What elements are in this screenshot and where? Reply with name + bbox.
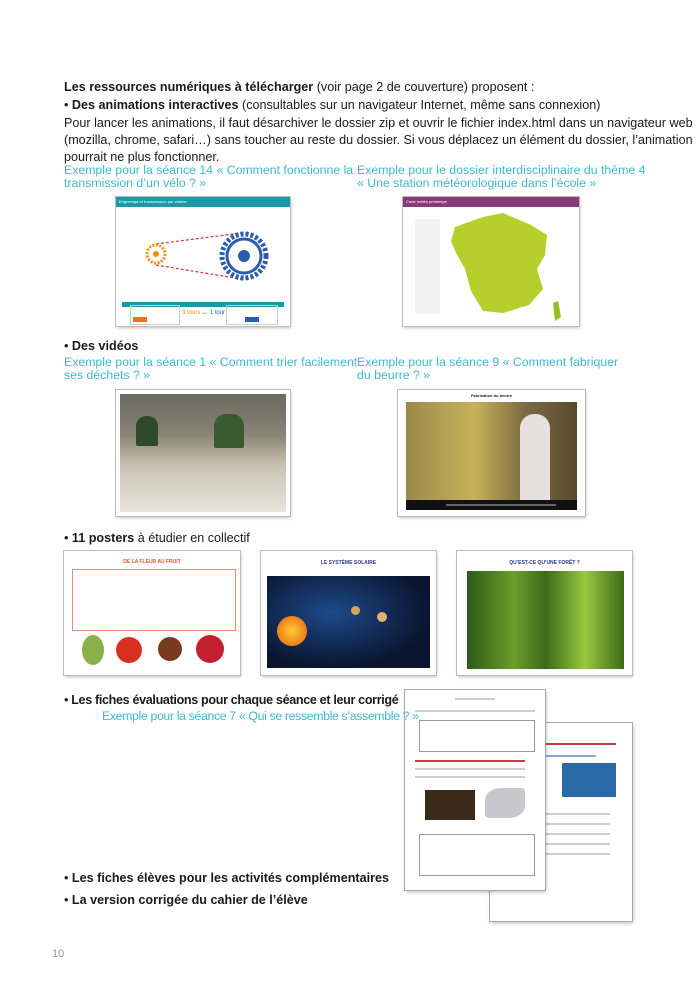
solar-system-image [267,576,430,668]
animation-weather-map-screenshot [403,197,579,326]
bullet: • [64,98,69,112]
paragraph-line: Pour lancer les animations, il faut désarchiver le dossier zip et ouvrir le fichier index.html dans un navigateur web [64,116,693,130]
caption-line: ses déchets ? » [64,368,151,382]
caption-line: Exemple pour la séance 9 « Comment fabriquer [357,355,619,369]
poster-solar-system [261,551,436,675]
bullet: • [64,871,69,885]
animation-bike-chain-screenshot [116,197,290,326]
caption-animation-2 [357,164,645,190]
animation-title-bar: Carte météo printemps [403,197,579,207]
poster-title: DE LA FLEUR AU FRUIT [123,559,181,565]
front-gear-selector[interactable] [130,305,180,325]
intro-heading [64,79,534,96]
page-number: 10 [52,948,65,960]
flower-diagram [72,569,236,631]
video-title: Fabrication du beurre [470,393,513,398]
caption-evaluation: Exemple pour la séance 7 « Qui se ressemble s’assemble ? » [102,709,419,723]
person [520,414,550,500]
caption-line: Exemple pour la séance 14 « Comment fonctionne la [64,163,354,177]
paragraph-line: (mozilla, chrome, safari…) sans toucher au reste du dossier. Si vous déplacez un élément du dossier, l’animation [64,133,693,147]
ratio-left: 3 tours [182,310,201,316]
rear-gear-selector[interactable] [226,305,278,325]
caption-line: du beurre ? » [357,368,431,382]
paragraph-line: pourrait ne plus fonctionner. [64,150,220,164]
animation-title-bar: Engrenage et transmission par chaîne [116,197,290,207]
bullet-posters-rest: à étudier en collectif [134,531,250,545]
intro-heading-rest: (voir page 2 de couverture) proposent : [313,80,535,94]
poster-flower-to-fruit [64,551,240,675]
caption-line: Exemple pour le dossier interdisciplinaire du thème 4 [357,163,646,177]
bullet: • [64,339,69,353]
bullet-animations [64,97,600,114]
france-map [403,207,579,326]
bullet-animations-bold: Des animations interactives [71,98,239,112]
caption-line: transmission d’un vélo ? » [64,176,207,190]
video-controls[interactable] [406,500,577,510]
caption-line: « Une station météorologique dans l’école » [357,176,597,190]
caption-video-2 [357,356,618,382]
video-butter-thumbnail[interactable] [398,390,585,516]
bullet: • [64,531,69,545]
caption-animation-1 [64,164,353,190]
forest-image [467,571,624,669]
caption-video-1 [64,356,357,382]
bullet: • [64,693,69,707]
intro-heading-bold: Les ressources numériques à télécharger [64,80,314,94]
bullet-posters [64,530,250,547]
caption-line: Exemple pour la séance 1 « Comment trier facilement [64,355,358,369]
gear-ratio-text: 3 tours ↔ 1 tour [182,310,226,316]
bullet-version-corrigee-bold: La version corrigée du cahier de l’élève [71,893,308,907]
bullet-evaluations [64,692,398,709]
bullet-animations-rest: (consultables sur un navigateur Internet, même sans connexion) [238,98,601,112]
bullet-posters-bold: 11 posters [71,531,135,545]
bullet-version-corrigee [64,892,308,909]
video-waste-sorting-thumbnail[interactable] [116,390,290,516]
bullet-fiches-eleves [64,870,389,887]
bullet-videos [64,338,138,355]
poster-title: QU’EST-CE QU’UNE FORÊT ? [509,560,580,566]
poster-title: LE SYSTÈME SOLAIRE [320,560,377,566]
bullet-videos-bold: Des vidéos [71,339,139,353]
bullet-evaluations-bold: Les fiches évaluations pour chaque séance et leur corrigé [71,693,399,707]
bullet: • [64,893,69,907]
worksheet-front [405,690,545,890]
bullet-fiches-eleves-bold: Les fiches élèves pour les activités complémentaires [71,871,390,885]
ratio-right: 1 tour [209,310,226,316]
poster-forest [457,551,632,675]
